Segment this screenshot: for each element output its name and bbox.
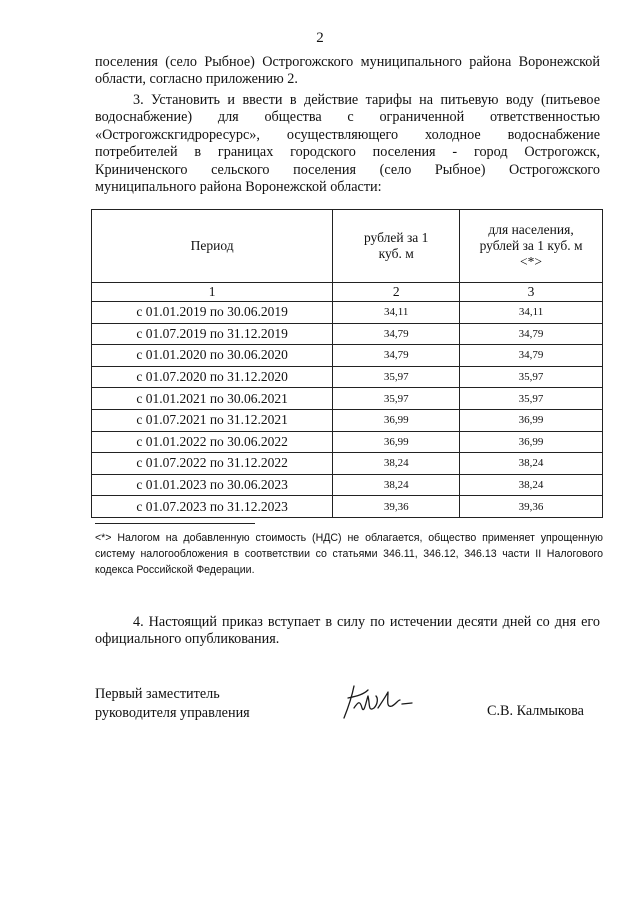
population-price-cell: 38,24 <box>460 453 603 475</box>
price-cell: 36,99 <box>333 409 460 431</box>
price-cell: 34,11 <box>333 302 460 324</box>
paragraph-item-3: 3. Установить и ввести в действие тарифы на питьевую воду (питьевое водоснабжение) для общества с ограниченной ответственностью «Острогожскгидроресурс», осуществляющего холодное водоснабжение потребителей в границах городского поселения - город Острогожск, Криниченского сельского поселения (село Рыбное) Острогожского муниципального района Воронежской области: <box>95 92 600 196</box>
paragraph-item-4: 4. Настоящий приказ вступает в силу по истечении десяти дней со дня его официального опубликования. <box>95 614 600 648</box>
column-number: 3 <box>460 283 603 302</box>
period-cell: с 01.07.2021 по 31.12.2021 <box>92 409 333 431</box>
period-cell: с 01.07.2020 по 31.12.2020 <box>92 366 333 388</box>
period-cell: с 01.01.2023 по 30.06.2023 <box>92 474 333 496</box>
population-price-cell: 35,97 <box>460 366 603 388</box>
header-period: Период <box>92 210 333 283</box>
population-price-cell: 34,79 <box>460 345 603 367</box>
signatory-position-line-2: руководителя управления <box>95 704 250 721</box>
population-price-cell: 36,99 <box>460 431 603 453</box>
handwritten-signature <box>338 678 418 726</box>
table-header-row <box>92 210 603 283</box>
period-cell: с 01.07.2019 по 31.12.2019 <box>92 323 333 345</box>
period-cell: с 01.07.2023 по 31.12.2023 <box>92 496 333 518</box>
table-row <box>92 474 603 496</box>
period-cell: с 01.01.2022 по 30.06.2022 <box>92 431 333 453</box>
period-cell: с 01.01.2019 по 30.06.2019 <box>92 302 333 324</box>
price-cell: 35,97 <box>333 388 460 410</box>
population-price-cell: 34,11 <box>460 302 603 324</box>
population-price-cell: 34,79 <box>460 323 603 345</box>
footnote: <*> Налогом на добавленную стоимость (НДС) не облагается, общество применяет упрощенную систему налогообложения в соответствии со статьями 346.11, 346.12, 346.13 части II Налогового кодекса Российской Федерации. <box>95 532 603 576</box>
signatory-position <box>95 685 250 722</box>
table-row <box>92 431 603 453</box>
table-row <box>92 345 603 367</box>
table-row <box>92 409 603 431</box>
page-number: 2 <box>316 30 324 46</box>
column-number: 1 <box>92 283 333 302</box>
price-cell: 35,97 <box>333 366 460 388</box>
period-cell: с 01.07.2022 по 31.12.2022 <box>92 453 333 475</box>
period-cell: с 01.01.2020 по 30.06.2020 <box>92 345 333 367</box>
table-row <box>92 366 603 388</box>
tariff-table <box>91 209 603 518</box>
price-cell: 34,79 <box>333 323 460 345</box>
signer-name: С.В. Калмыкова <box>487 703 584 719</box>
period-cell: с 01.01.2021 по 30.06.2021 <box>92 388 333 410</box>
population-price-cell: 39,36 <box>460 496 603 518</box>
table-row <box>92 302 603 324</box>
population-price-cell: 38,24 <box>460 474 603 496</box>
table-row <box>92 323 603 345</box>
price-cell: 36,99 <box>333 431 460 453</box>
price-cell: 38,24 <box>333 453 460 475</box>
table-row <box>92 388 603 410</box>
price-cell: 39,36 <box>333 496 460 518</box>
table-column-numbers-row <box>92 283 603 302</box>
signatory-position-line-1: Первый заместитель <box>95 686 220 702</box>
column-number: 2 <box>333 283 460 302</box>
table-row <box>92 496 603 518</box>
price-cell: 38,24 <box>333 474 460 496</box>
header-population-price: для населения, рублей за 1 куб. м <*> <box>460 210 603 283</box>
population-price-cell: 36,99 <box>460 409 603 431</box>
footnote-divider <box>95 523 255 524</box>
price-cell: 34,79 <box>333 345 460 367</box>
header-price: рублей за 1 куб. м <box>333 210 460 283</box>
population-price-cell: 35,97 <box>460 388 603 410</box>
paragraph-continuation: поселения (село Рыбное) Острогожского муниципального района Воронежской области, согласно приложению 2. <box>95 54 600 88</box>
table-row <box>92 453 603 475</box>
